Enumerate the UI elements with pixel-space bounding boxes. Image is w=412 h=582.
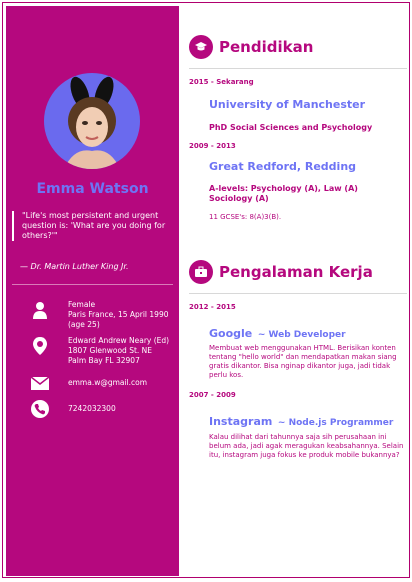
address-line-2: 1807 Glenwood St. NE <box>68 346 153 355</box>
experience-company-2: Instagram <box>209 415 273 428</box>
experience-role-2: ~ Node.js Programmer <box>277 418 394 428</box>
main-content <box>179 6 408 576</box>
education-divider <box>189 68 407 69</box>
education-title: Pendidikan <box>219 38 314 56</box>
education-date-1: 2015 - Sekarang <box>189 78 254 86</box>
phone-link[interactable]: 7242032300 <box>68 404 116 413</box>
address-line-1: Edward Andrew Neary (Ed) <box>68 336 170 345</box>
education-institution-1: University of Manchester <box>209 98 366 111</box>
education-degree-1: PhD Social Sciences and Psychology <box>209 123 373 132</box>
address-line-3: Palm Bay FL 32907 <box>68 356 140 365</box>
phone-icon <box>30 399 50 419</box>
experience-desc-1: Membuat web menggunakan HTML. Berisikan konten tentang "hello world" dan mendapatkan makan siang gratis dikantor. Bisa nginap dikantor juga, jadi tidak perlu kos. <box>209 344 397 379</box>
experience-divider <box>189 293 407 294</box>
quote-author: — Dr. Martin Luther King Jr. <box>20 262 129 271</box>
experience-job-1 <box>209 322 346 341</box>
experience-company-1: Google <box>209 327 253 340</box>
envelope-icon <box>30 373 50 393</box>
experience-date-2: 2007 - 2009 <box>189 391 236 399</box>
briefcase-icon <box>189 260 213 284</box>
experience-date-1: 2012 - 2015 <box>189 303 236 311</box>
experience-role-1: ~ Web Developer <box>257 330 346 340</box>
education-degree-2: A-levels: Psychology (A), Law (A) Sociology (A) <box>209 184 358 203</box>
experience-title: Pengalaman Kerja <box>219 263 373 281</box>
experience-desc-2: Kalau dilihat dari tahunnya saja sih perusahaan ini belum ada, jadi agak meragukan keabsahannya. Selain itu, instagram juga fokus ke produk mobile bukannya? <box>209 433 404 459</box>
gender-text: Female <box>68 300 96 309</box>
profile-name: Emma Watson <box>36 181 149 197</box>
profile-sidebar <box>6 6 179 576</box>
education-institution-2: Great Redford, Redding <box>209 160 357 173</box>
age-text: (age 25) <box>68 320 100 329</box>
education-date-2: 2009 - 2013 <box>189 142 236 150</box>
profile-quote: "Life's most persistent and urgent question is: 'What are you doing for others?'" <box>12 211 180 241</box>
education-header <box>189 35 313 59</box>
experience-header <box>189 260 373 284</box>
education-note-2: 11 GCSE's: 8(A)3(B). <box>209 213 282 221</box>
resume-page <box>2 2 410 578</box>
location-pin-icon <box>30 336 50 356</box>
experience-job-2 <box>209 410 393 429</box>
graduation-cap-icon <box>189 35 213 59</box>
email-link[interactable]: emma.w@gmail.com <box>68 378 148 387</box>
birth-text: Paris France, 15 April 1990 <box>68 310 169 319</box>
person-icon <box>30 300 50 320</box>
sidebar-divider <box>12 284 173 285</box>
avatar <box>44 73 140 169</box>
